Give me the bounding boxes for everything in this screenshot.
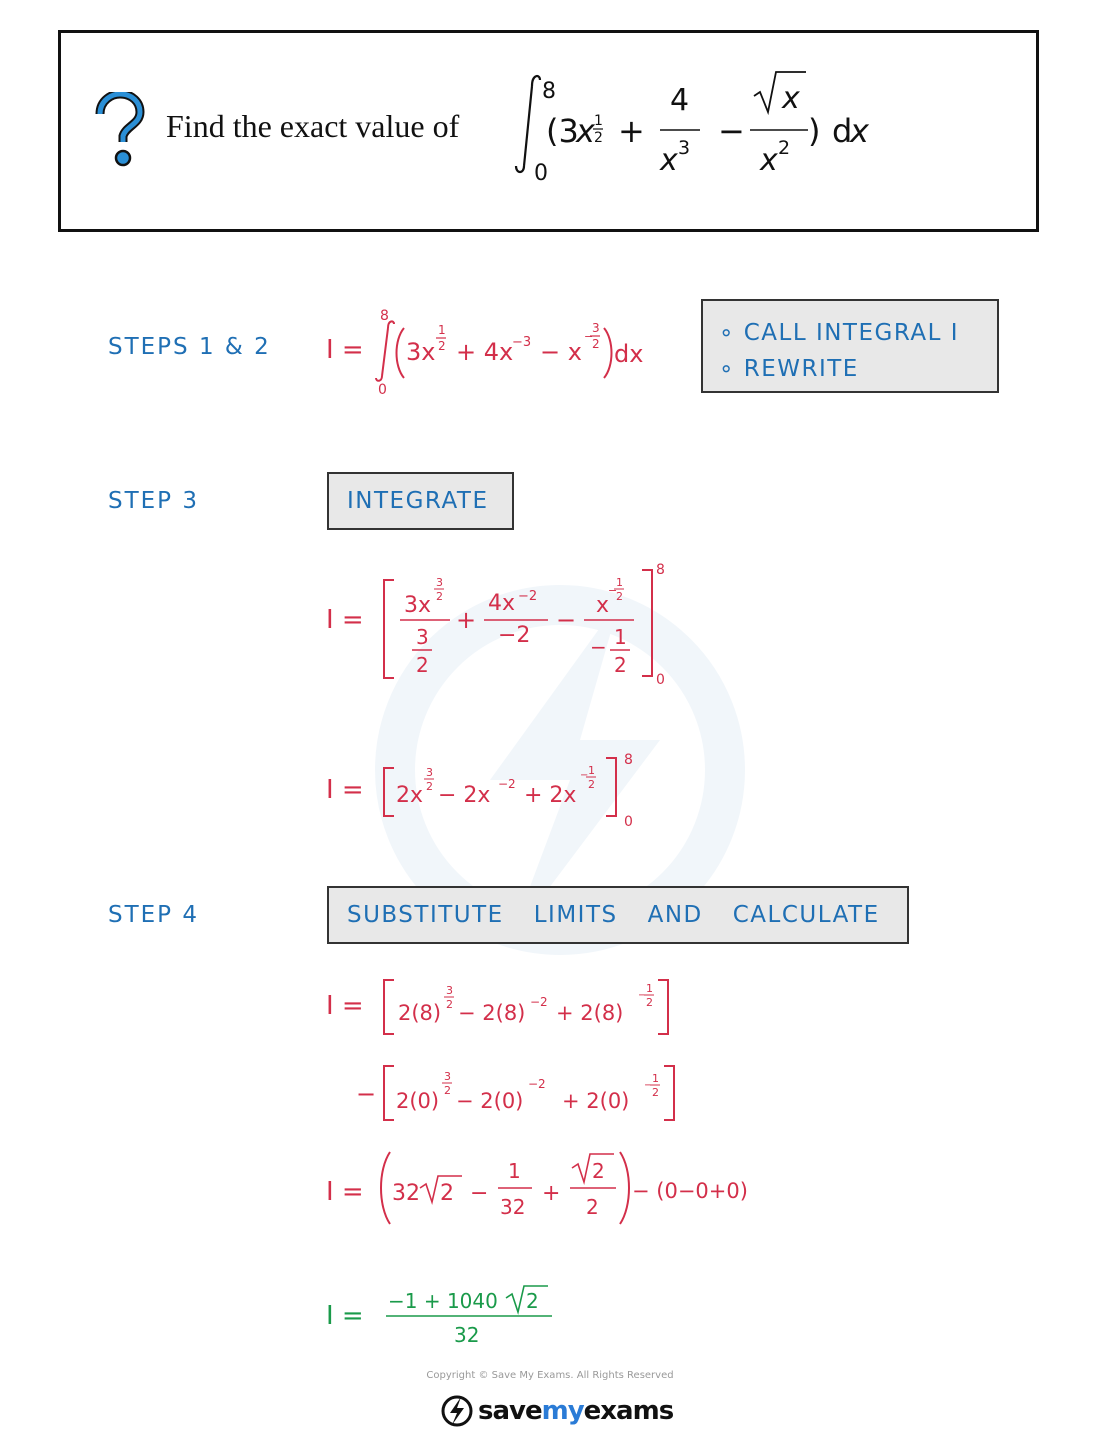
step-4-equation-1: [322, 970, 682, 1040]
s12-lhs: I =: [326, 335, 364, 365]
s3e1-plus: +: [456, 606, 477, 634]
s4e2-b-exp: −2: [528, 1077, 546, 1091]
s3e1-lower: 0: [656, 672, 665, 688]
q-two: 2: [778, 137, 791, 159]
s3e1-upper: 8: [656, 562, 665, 578]
s3e2-t2-exp: −2: [498, 777, 516, 791]
s4e3-g-den: 2: [586, 1195, 599, 1219]
s3e1-f3-ed: 2: [616, 590, 623, 603]
s12-t3-neg: −: [584, 330, 594, 343]
s3e2-t3-neg: −: [580, 770, 589, 781]
s12-t3-den: 2: [592, 337, 600, 351]
s4e3-minus: −: [470, 1181, 489, 1206]
q-plus: +: [618, 112, 645, 150]
s3e1-f3-den-d: 2: [614, 653, 627, 677]
s3e1-minus: −: [556, 606, 577, 634]
q-half-den: 2: [594, 130, 603, 146]
s4e3-tail: − (0−0+0): [632, 1179, 748, 1203]
s4e2-c: + 2(0): [562, 1089, 630, 1113]
s4e3-a-rad: 2: [440, 1181, 454, 1206]
s3e2-t1: 2x: [396, 783, 424, 808]
s4e3-g-rad: 2: [592, 1159, 605, 1183]
s4e2-b: − 2(0): [456, 1089, 524, 1113]
s12-upper: 8: [380, 308, 389, 324]
answer-num: −1 + 1040: [388, 1289, 498, 1313]
tag-and: AND: [647, 902, 703, 928]
s12-t2: + 4x: [456, 338, 514, 366]
step-4-equation-3: [322, 1148, 782, 1228]
s12-t1-den: 2: [438, 339, 446, 353]
question-integral: [510, 62, 890, 192]
tag-calculate: CALCULATE: [732, 902, 880, 928]
step-label-3: STEP 3: [108, 488, 199, 514]
tag-rewrite: ∘ REWRITE: [719, 356, 859, 382]
s4e1-b-exp: −2: [530, 995, 548, 1009]
q-d: d: [832, 112, 853, 150]
s3e1-f3-num: x: [596, 593, 610, 618]
s3e1-f2-num: 4x: [488, 591, 516, 616]
s4e2-a-ed: 2: [444, 1084, 451, 1097]
s4e2-a-en: 3: [444, 1070, 451, 1083]
q-minus: −: [718, 112, 745, 150]
logo-save: save: [478, 1396, 542, 1426]
answer-den: 32: [454, 1323, 480, 1347]
lightning-logo-icon: [440, 1394, 474, 1428]
s4e2-c-neg: −: [644, 1080, 653, 1091]
step-3-equation-2: [322, 746, 662, 832]
q-four: 4: [670, 83, 690, 118]
q-x2: x: [760, 143, 778, 178]
s12-t1: 3x: [406, 338, 436, 366]
s4e1-c-ed: 2: [646, 996, 653, 1009]
s4e1-a: 2(8): [398, 1001, 442, 1025]
step-label-1-2: STEPS 1 & 2: [108, 334, 271, 360]
s3e1-f3-den-n: 1: [614, 625, 627, 649]
tag-limits: LIMITS: [533, 902, 618, 928]
logo-exams: exams: [583, 1396, 674, 1426]
q-close: ): [808, 112, 821, 150]
q-x3: x: [660, 143, 678, 178]
s3e2-t3: + 2x: [524, 783, 577, 808]
s3e1-f3-neg: −: [608, 584, 618, 597]
q-half-num: 1: [594, 113, 603, 129]
s3e1-f3-den-sign: −: [590, 635, 607, 659]
tag-integrate: INTEGRATE: [347, 488, 489, 514]
s4e2-c-ed: 2: [652, 1086, 659, 1099]
steps-1-2-equation: [322, 300, 662, 400]
s4e2-lead: −: [356, 1080, 377, 1108]
q-lower-limit: 0: [534, 161, 548, 186]
q-three: 3: [678, 137, 691, 159]
s4e1-c-neg: −: [638, 990, 647, 1001]
s3e2-t3-en: 1: [588, 764, 595, 777]
tag-substitute: SUBSTITUTE: [347, 902, 504, 928]
s4e3-plus: +: [542, 1181, 561, 1206]
s12-t2-exp: −3: [512, 335, 532, 350]
step-4-equation-2: [322, 1058, 692, 1128]
step-3-equation-1: [322, 556, 682, 696]
s3e1-lhs: I =: [326, 605, 364, 635]
steps-1-2-tag: [701, 299, 999, 393]
s12-lower: 0: [378, 382, 387, 398]
s3e1-f1-en: 3: [436, 576, 443, 589]
s3e1-f3-en: 1: [616, 576, 623, 589]
q-sqrtx: x: [782, 81, 800, 116]
s3e1-f1-den-d: 2: [416, 653, 429, 677]
s3e1-f2-exp: −2: [518, 589, 538, 604]
step-4-tag: [327, 886, 909, 944]
answer-num-rad: 2: [526, 1289, 539, 1313]
save-my-exams-logo: [440, 1394, 673, 1428]
answer-lhs: I =: [326, 1301, 364, 1331]
question-prompt: Find the exact value of: [166, 108, 460, 144]
logo-my: my: [541, 1396, 584, 1426]
question-mark-icon: [92, 92, 146, 168]
s4e3-a: 32: [392, 1181, 420, 1206]
s3e2-t2: − 2x: [438, 783, 491, 808]
copyright-notice: Copyright © Save My Exams. All Rights Reserved: [426, 1370, 674, 1381]
q-open: (3: [546, 112, 579, 150]
q-upper-limit: 8: [542, 79, 556, 104]
s4e3-f-den: 32: [500, 1195, 526, 1219]
s4e1-lhs: I =: [326, 991, 364, 1021]
s3e2-t1-en: 3: [426, 766, 433, 779]
final-answer: [322, 1282, 572, 1348]
s3e2-lhs: I =: [326, 775, 364, 805]
s3e1-f2-den: −2: [498, 623, 531, 648]
q-dx-var: x: [850, 112, 869, 150]
s4e1-a-en: 3: [446, 984, 453, 997]
s12-t1-num: 1: [438, 323, 446, 337]
s4e3-f-num: 1: [508, 1159, 521, 1183]
s12-t3-num: 3: [592, 321, 600, 335]
s3e2-lower: 0: [624, 814, 633, 830]
s3e2-t3-ed: 2: [588, 778, 595, 791]
step-3-tag: [327, 472, 514, 530]
s12-t3: − x: [540, 338, 582, 366]
s3e2-t1-ed: 2: [426, 780, 433, 793]
s4e2-a: 2(0): [396, 1089, 440, 1113]
s4e2-c-en: 1: [652, 1072, 659, 1085]
s3e1-f1-ed: 2: [436, 590, 443, 603]
q-var: x: [576, 112, 595, 150]
s4e1-b: − 2(8): [458, 1001, 526, 1025]
s4e1-a-ed: 2: [446, 998, 453, 1011]
s4e3-lhs: I =: [326, 1177, 364, 1207]
s3e2-upper: 8: [624, 752, 633, 768]
s3e1-f1-den-n: 3: [416, 625, 429, 649]
tag-call-integral: ∘ CALL INTEGRAL I: [719, 320, 960, 346]
s4e1-c: + 2(8): [556, 1001, 624, 1025]
s12-dx: dx: [614, 340, 644, 368]
s4e1-c-en: 1: [646, 982, 653, 995]
s3e1-f1-num: 3x: [404, 593, 432, 618]
step-label-4: STEP 4: [108, 902, 199, 928]
